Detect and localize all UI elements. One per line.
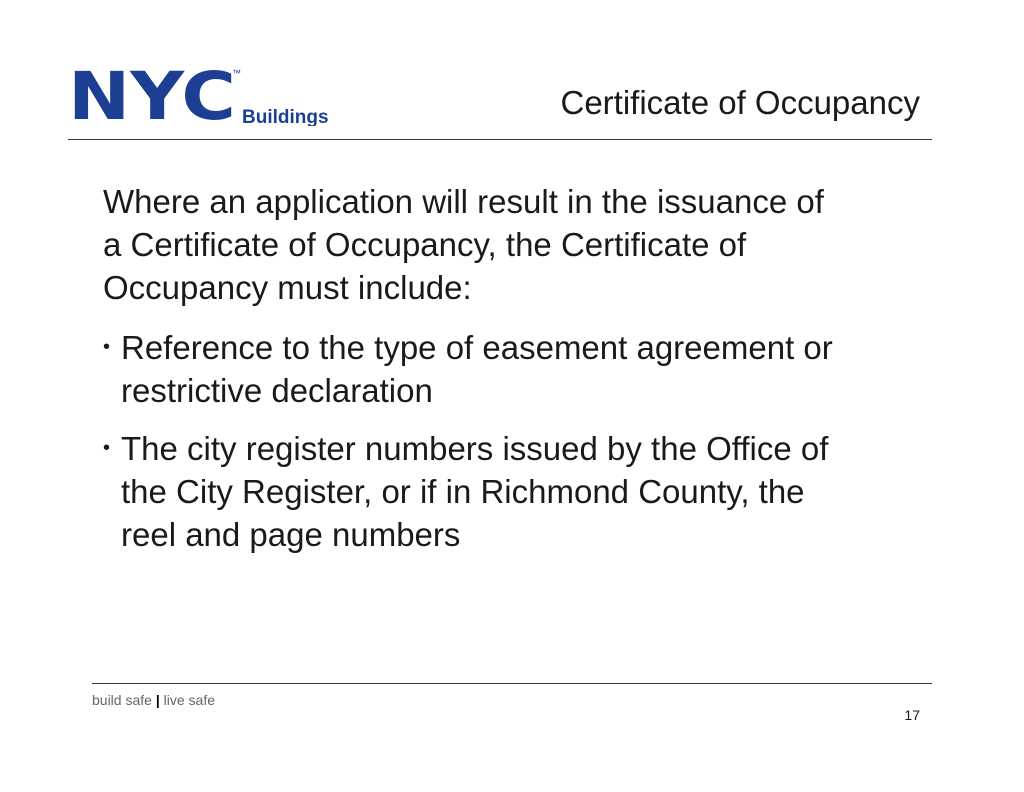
- slide-title: Certificate of Occupancy: [560, 84, 920, 121]
- bullet-line: the City Register, or if in Richmond County, the: [121, 473, 805, 510]
- footer-divider: [92, 683, 932, 684]
- intro-line: a Certificate of Occupancy, the Certificate of: [103, 226, 747, 263]
- bullet-line: The city register numbers issued by the Office of: [121, 430, 829, 467]
- bullet-line: restrictive declaration: [121, 372, 433, 409]
- tagline-live-safe: live safe: [159, 692, 215, 708]
- intro-line: Where an application will result in the issuance of: [103, 183, 824, 220]
- footer-tagline: [92, 692, 215, 708]
- requirements-list: [103, 326, 923, 571]
- bullet-item-register-numbers: [103, 427, 923, 556]
- tagline-separator: |: [155, 692, 160, 708]
- intro-paragraph: [103, 180, 923, 309]
- header-divider: [68, 139, 932, 140]
- bullet-line: reel and page numbers: [121, 516, 461, 553]
- bullet-icon: •: [103, 437, 111, 459]
- nyc-buildings-logo: [68, 64, 330, 126]
- page-number: 17: [904, 707, 920, 723]
- bullet-line: Reference to the type of easement agreement or: [121, 329, 833, 366]
- bullet-icon: •: [103, 336, 111, 358]
- logo-wordmark: NYC: [68, 64, 236, 126]
- tagline-build-safe: build safe: [92, 692, 156, 708]
- logo-subtitle: Buildings: [242, 107, 329, 126]
- nyc-buildings-logo-graphic: [68, 64, 330, 126]
- bullet-item-easement-reference: [103, 326, 923, 412]
- logo-trademark: ™: [232, 68, 241, 78]
- intro-line: Occupancy must include:: [103, 269, 472, 306]
